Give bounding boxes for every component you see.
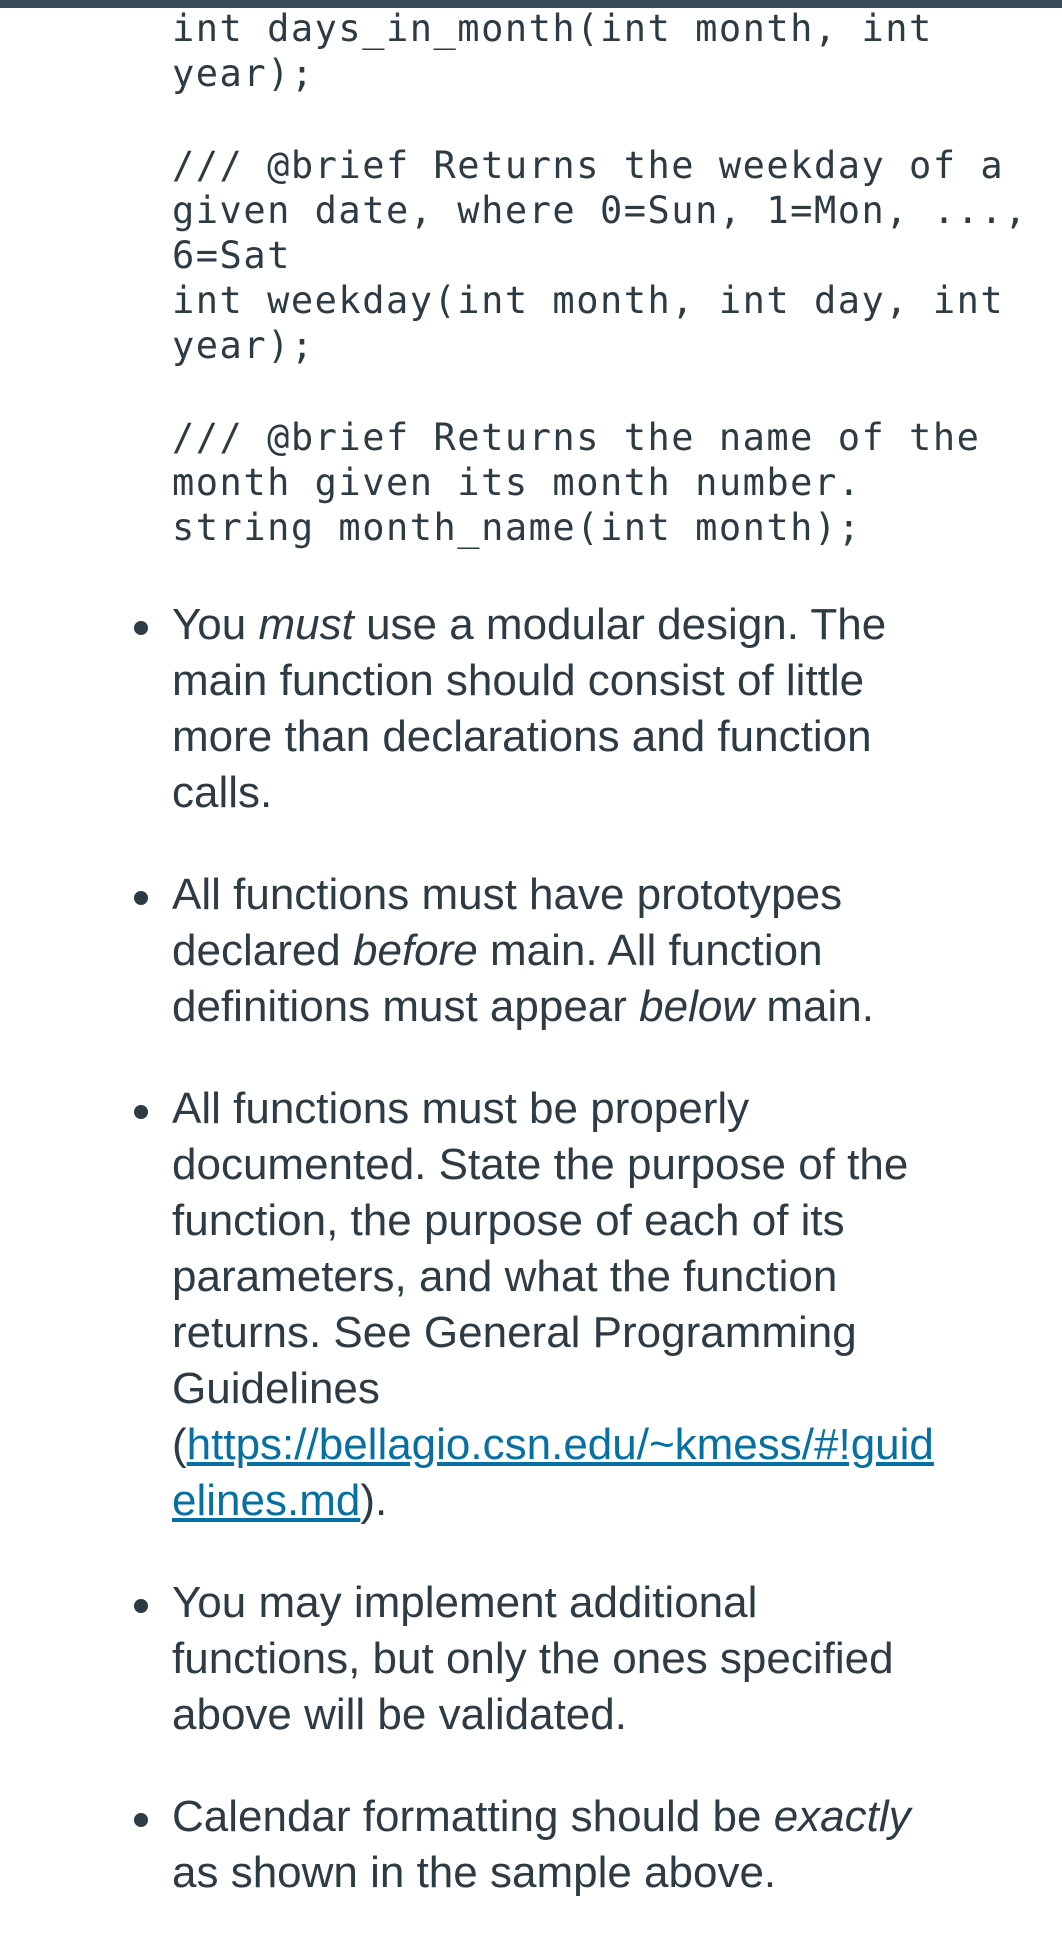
code-block-days-in-month: [172, 6, 1002, 96]
text-line: (https://bellagio.csn.edu/~kmess/#!guid: [172, 1420, 934, 1469]
code-line: month given its month number.: [172, 461, 862, 504]
bullet-icon: [134, 621, 148, 635]
text-line: You may implement additional: [172, 1578, 758, 1627]
bullet-icon: [134, 1599, 148, 1613]
bullet-icon: [134, 1105, 148, 1119]
code-line: /// @brief Returns the weekday of a: [172, 144, 1005, 187]
text-line: elines.md).: [172, 1476, 388, 1525]
text-line: definitions must appear below main.: [172, 982, 874, 1031]
bullet-icon: [134, 1813, 148, 1827]
text-line: parameters, and what the function: [172, 1252, 838, 1301]
emphasis: below: [639, 982, 755, 1031]
code-line: string month_name(int month);: [172, 506, 862, 549]
list-item-prototypes: [0, 867, 1062, 1035]
code-block-weekday: [172, 143, 1028, 368]
text-line: calls.: [172, 768, 273, 817]
code-line: year);: [172, 52, 315, 95]
text-line: All functions must be properly: [172, 1084, 750, 1133]
text-line: above will be validated.: [172, 1690, 627, 1739]
text-line: more than declarations and function: [172, 712, 872, 761]
list-item-documentation: [0, 1081, 1062, 1529]
emphasis: must: [258, 600, 354, 649]
text-line: returns. See General Programming: [172, 1308, 857, 1357]
code-block-month-name: [172, 415, 1002, 550]
guidelines-link[interactable]: https://bellagio.csn.edu/~kmess/#!guid: [186, 1420, 934, 1469]
code-line: 6=Sat: [172, 234, 291, 277]
text-line: declared before main. All function: [172, 926, 823, 975]
guidelines-link-continued[interactable]: elines.md: [172, 1476, 361, 1525]
code-line: given date, where 0=Sun, 1=Mon, ...,: [172, 189, 1028, 232]
text-line: documented. State the purpose of the: [172, 1140, 909, 1189]
emphasis: exactly: [773, 1792, 911, 1841]
code-line: /// @brief Returns the name of the: [172, 416, 981, 459]
emphasis: before: [353, 926, 478, 975]
text-line: Calendar formatting should be exactly: [172, 1792, 911, 1841]
code-line: year);: [172, 324, 315, 367]
code-line: int weekday(int month, int day, int: [172, 279, 1005, 322]
list-item-modular-design: [0, 597, 1062, 821]
text-line: as shown in the sample above.: [172, 1848, 777, 1897]
list-item-additional-functions: [0, 1575, 1062, 1743]
text-line: All functions must have prototypes: [172, 870, 843, 919]
text-line: main function should consist of little: [172, 656, 865, 705]
code-line: int days_in_month(int month, int: [172, 7, 933, 50]
text-line: You must use a modular design. The: [172, 600, 887, 649]
text-line: functions, but only the ones specified: [172, 1634, 894, 1683]
text-line: function, the purpose of each of its: [172, 1196, 845, 1245]
list-item-calendar-formatting: [0, 1789, 1062, 1901]
text-line: Guidelines: [172, 1364, 380, 1413]
bullet-icon: [134, 891, 148, 905]
requirements-list: [0, 597, 1062, 1947]
